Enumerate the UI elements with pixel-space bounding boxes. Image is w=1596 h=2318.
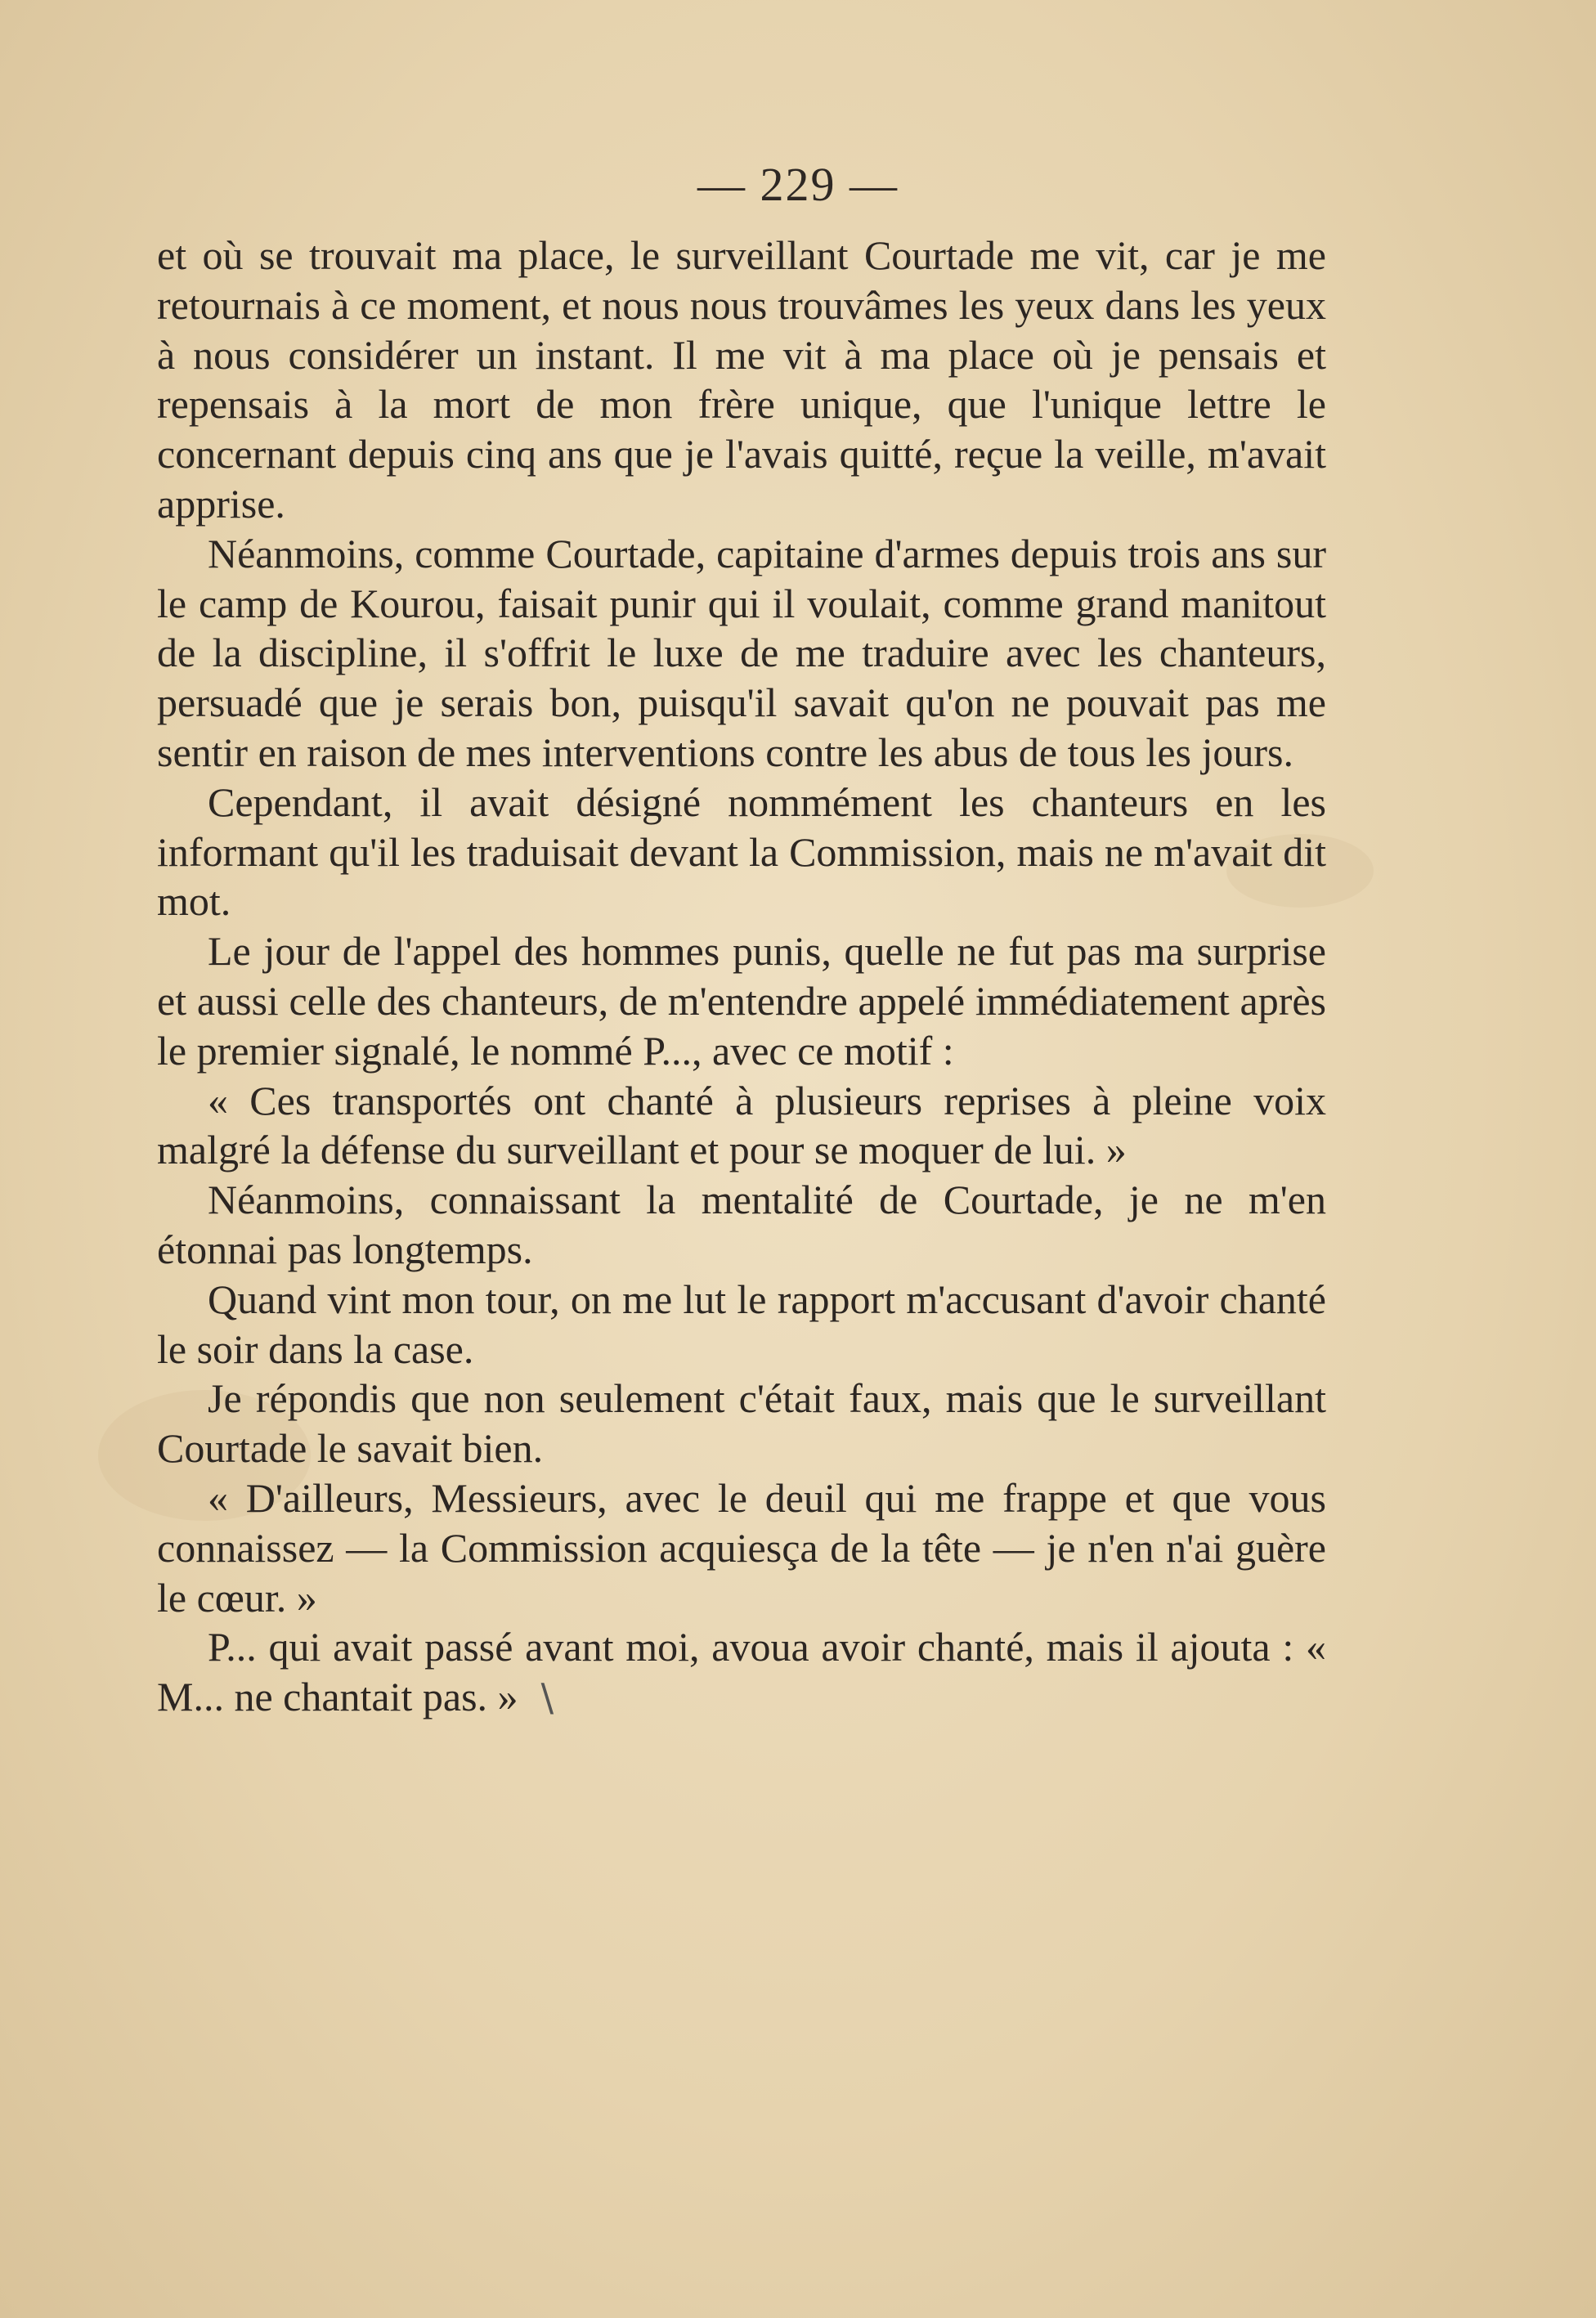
paragraph-text: P... qui avait passé avant moi, avoua avoir chanté, mais il ajouta : « M... ne chantait pas. » bbox=[157, 1624, 1326, 1720]
paragraph: « D'ailleurs, Messieurs, avec le deuil qui me frappe et que vous connaissez — la Commission acquiesça de la tête — je n'en n'ai guère le cœur. » bbox=[157, 1474, 1326, 1621]
paragraph: Cependant, il avait désigné nommément les chanteurs en les informant qu'il les traduisait devant la Commission, mais ne m'avait dit mot. bbox=[157, 778, 1326, 925]
page-number: — 229 — bbox=[697, 158, 899, 211]
paragraph: « Ces transportés ont chanté à plusieurs reprises à pleine voix malgré la défense du surveillant et pour se moquer de lui. » bbox=[157, 1077, 1326, 1173]
paragraph: Quand vint mon tour, on me lut le rapport m'accusant d'avoir chanté le soir dans la case. bbox=[157, 1276, 1326, 1372]
paragraph: Néanmoins, connaissant la mentalité de Courtade, je ne m'en étonnai pas longtemps. bbox=[157, 1177, 1326, 1272]
paragraph: Le jour de l'appel des hommes punis, quelle ne fut pas ma surprise et aussi celle des chanteurs, de m'entendre appelé immédiatement après le premier signalé, le nommé P..., avec ce motif : bbox=[157, 928, 1326, 1074]
paragraph bbox=[157, 1622, 1326, 1723]
paragraph: Je répondis que non seulement c'était faux, mais que le surveillant Courtade le savait bien. bbox=[157, 1375, 1326, 1472]
end-mark: \ bbox=[540, 1675, 554, 1720]
body-text bbox=[157, 231, 1326, 1723]
paragraph: et où se trouvait ma place, le surveillant Courtade me vit, car je me retournais à ce moment, et nous nous trouvâmes les yeux dans les yeux à nous considérer un instant. Il me vit à ma place où je pensais et repensais à la mort de mon frère unique, que l'unique lettre le concernant depuis cinq ans que je l'avais quitté, reçue la veille, m'avait apprise. bbox=[157, 232, 1326, 527]
paragraph: Néanmoins, comme Courtade, capitaine d'armes depuis trois ans sur le camp de Kourou, faisait punir qui il voulait, comme grand manitout de la discipline, il s'offrit le luxe de me traduire avec les chanteurs, persuadé que je serais bon, puisqu'il savait qu'on ne pouvait pas me sentir en raison de mes interventions contre les abus de tous les jours. bbox=[157, 530, 1326, 775]
